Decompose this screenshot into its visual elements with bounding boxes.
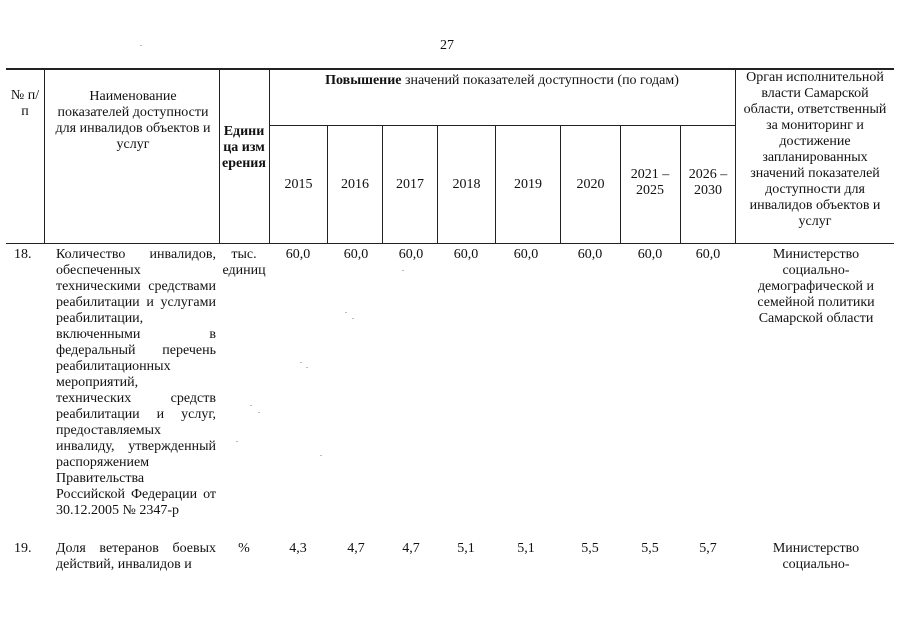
- value-2016: 4,7: [347, 541, 365, 556]
- value-2018: 5,1: [457, 541, 475, 556]
- value-2017: 4,7: [402, 541, 420, 556]
- header-group-rest: значений показателей доступности (по годам): [401, 73, 679, 88]
- header-year-2016: 2016: [341, 177, 369, 192]
- value-2021-2025: 5,5: [641, 541, 659, 556]
- row-name: Количество инвалидов, обеспеченных техническими средствами реабилитации и услугами реабилитации, включенными в федеральный перечень реабилитационных мероприятий, технических средств реабилитации и услуг, предоставляемых инвалиду, утвержденный распоряжением Правительства Российской Федерации от 30.12.2005 № 2347-р: [56, 247, 216, 518]
- header-year-2015: 2015: [284, 177, 313, 192]
- value-2018: 60,0: [453, 247, 479, 262]
- header-year-2018: 2018: [452, 177, 481, 192]
- value-2019: 60,0: [513, 247, 539, 262]
- row-unit: %: [238, 541, 250, 556]
- value-2016: 60,0: [343, 247, 369, 262]
- header-group-prefix: Повышение: [325, 73, 402, 88]
- value-2021-2025: 60,0: [637, 247, 663, 262]
- header-year-2026-2030: 2026 – 2030: [688, 167, 728, 198]
- value-2019: 5,1: [517, 541, 535, 556]
- value-2020: 5,5: [581, 541, 599, 556]
- header-year-2020: 2020: [576, 177, 605, 192]
- value-2020: 60,0: [577, 247, 603, 262]
- row-number: 19.: [14, 541, 32, 556]
- value-2015: 4,3: [289, 541, 307, 556]
- row-org: Министерство социально-демографической и семейной политики Самарской области: [757, 247, 875, 326]
- value-2026-2030: 5,7: [699, 541, 717, 556]
- row-name: Доля ветеранов боевых действий, инвалидов и: [56, 541, 216, 572]
- value-2015: 60,0: [285, 247, 311, 262]
- value-2017: 60,0: [398, 247, 424, 262]
- row-unit: тыс. единиц: [222, 247, 266, 278]
- header-unit: Единица измерения: [222, 124, 266, 171]
- header-group: [272, 73, 732, 89]
- header-year-2019: 2019: [514, 177, 542, 192]
- row-number: 18.: [14, 247, 32, 262]
- value-2026-2030: 60,0: [695, 247, 721, 262]
- header-name: Наименование показателей доступности для инвалидов объектов и услуг: [55, 89, 211, 152]
- page-number: 27: [440, 38, 454, 53]
- row-org: Министерство социально-: [772, 541, 860, 572]
- header-year-2021-2025: 2021 – 2025: [630, 167, 670, 198]
- header-org: Орган исполнительной власти Самарской области, ответственный за мониторинг и достижение запланированных значений показателей доступности для инвалидов объектов и услуг: [743, 70, 887, 229]
- header-no: № п/п: [10, 88, 40, 119]
- header-year-2017: 2017: [396, 177, 424, 192]
